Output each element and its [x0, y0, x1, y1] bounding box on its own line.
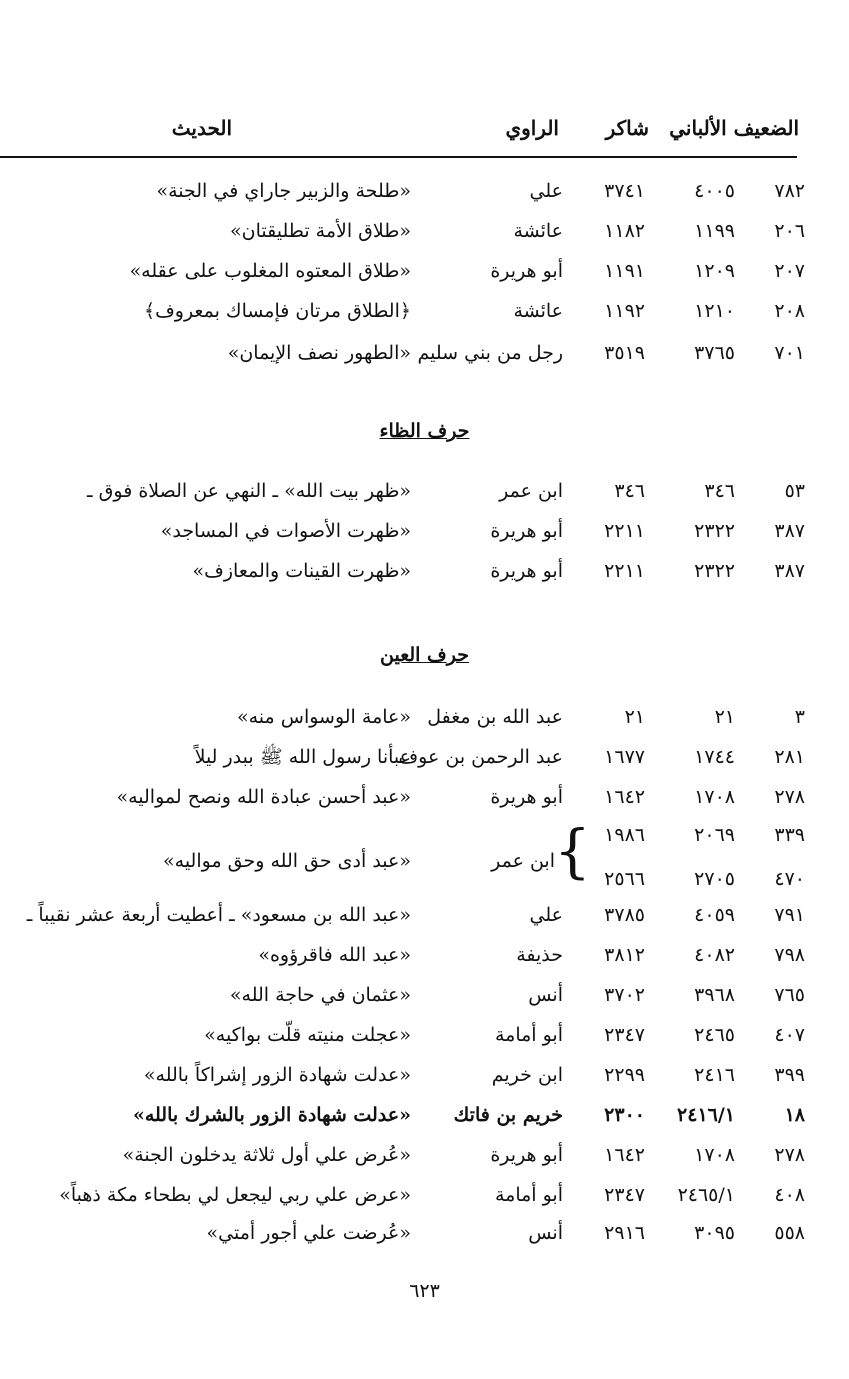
header-hadith: الحديث	[171, 116, 232, 140]
hadith-text: عبأنا رسول الله ﷺ ببدر ليلاً	[194, 746, 411, 768]
hadith-text: «عدلت شهادة الزور بالشرك بالله»	[132, 1104, 411, 1126]
table-row	[0, 176, 849, 206]
shakir-number: ١٩٨٦	[604, 824, 645, 846]
albani-number: ٢٤٦٥	[694, 1024, 735, 1046]
hadith-text: «ظهر بيت الله» ـ النهي عن الصلاة فوق ـ	[87, 480, 411, 502]
shakir-number: ٢٣٤٧	[604, 1184, 645, 1206]
shakir-number: ٢٢١١	[604, 560, 645, 582]
daif-number: ٤٠٨	[774, 1184, 805, 1206]
narrator: عائشة	[513, 300, 563, 322]
table-row	[0, 980, 849, 1010]
daif-number: ٢٠٨	[774, 300, 805, 322]
narrator: أبو هريرة	[490, 520, 563, 542]
albani-number: ٣٤٦	[704, 480, 735, 502]
shakir-number: ٣٤٦	[614, 480, 645, 502]
narrator: أبو أمامة	[494, 1024, 563, 1046]
table-row	[0, 900, 849, 930]
narrator: علي	[529, 180, 563, 202]
hadith-text: «الطهور نصف الإيمان»	[227, 342, 411, 364]
narrator: أنس	[528, 984, 563, 1006]
table-row	[0, 256, 849, 286]
hadith-text: ﴿الطلاق مرتان فإمساك بمعروف﴾	[143, 300, 411, 322]
narrator: حذيفة	[516, 944, 563, 966]
daif-number: ٢٠٦	[774, 220, 805, 242]
albani-number: ٢٠٦٩	[694, 824, 735, 846]
table-row	[0, 1218, 849, 1248]
daif-number: ٢٨١	[774, 746, 805, 768]
albani-number: ٢٣٢٢	[694, 560, 735, 582]
daif-number: ٤٧٠	[774, 868, 805, 890]
albani-number: ١٧٤٤	[694, 746, 735, 768]
header-daif-albani: الضعيف الألباني	[669, 116, 799, 140]
shakir-number: ٢٣٠٠	[604, 1104, 645, 1126]
hadith-text: «عُرض علي أول ثلاثة يدخلون الجنة»	[122, 1144, 411, 1166]
albani-number: ١٢٠٩	[694, 260, 735, 282]
narrator: خريم بن فاتك	[453, 1104, 563, 1126]
daif-number: ٧٩٨	[774, 944, 805, 966]
daif-number: ٣٨٧	[774, 520, 805, 542]
table-row	[0, 296, 849, 326]
shakir-number: ٢٥٦٦	[604, 868, 645, 890]
shakir-number: ٢١	[624, 706, 645, 728]
table-row	[0, 516, 849, 546]
albani-number: ٣٧٦٥	[694, 342, 735, 364]
hadith-text: «عبد الله بن مسعود» ـ أعطيت أربعة عشر نقيباً ـ	[26, 904, 411, 926]
narrator: علي	[529, 904, 563, 926]
header-shakir: شاكر	[605, 116, 649, 140]
daif-number: ٥٣	[784, 480, 805, 502]
table-row	[0, 1140, 849, 1170]
hadith-text: «عجلت منيته قلّت بواكيه»	[204, 1024, 411, 1046]
shakir-number: ٢٢٩٩	[604, 1064, 645, 1086]
narrator: عائشة	[513, 220, 563, 242]
header-rawi: الراوي	[505, 116, 559, 140]
narrator: عبد الرحمن بن عوف	[398, 746, 563, 768]
hadith-text: «عُرضت علي أجور أمتي»	[206, 1222, 411, 1244]
hadith-text: «طلاق المعتوه المغلوب على عقله»	[129, 260, 411, 282]
albani-number: ٤٠٠٥	[694, 180, 735, 202]
daif-number: ٧٠١	[774, 342, 805, 364]
table-row	[0, 338, 849, 368]
shakir-number: ١١٩١	[604, 260, 645, 282]
albani-number: ٢٣٢٢	[694, 520, 735, 542]
header-rule	[0, 156, 797, 158]
daif-number: ٣٣٩	[774, 824, 805, 846]
narrator: أبو هريرة	[490, 1144, 563, 1166]
albani-number: ٢١	[714, 706, 735, 728]
albani-number: ١٧٠٨	[694, 786, 735, 808]
daif-number: ٣٨٧	[774, 560, 805, 582]
narrator: أنس	[528, 1222, 563, 1244]
shakir-number: ١٦٤٢	[604, 1144, 645, 1166]
table-row	[0, 940, 849, 970]
albani-number: ١١٩٩	[694, 220, 735, 242]
narrator: أبو هريرة	[490, 786, 563, 808]
daif-number: ٤٠٧	[774, 1024, 805, 1046]
hadith-text: «ظهرت الأصوات في المساجد»	[160, 520, 411, 542]
narrator: أبو أمامة	[494, 1184, 563, 1206]
daif-number: ٢٠٧	[774, 260, 805, 282]
hadith-text: «عبد أحسن عبادة الله ونصح لمواليه»	[116, 786, 411, 808]
grouping-brace: {	[554, 817, 591, 885]
table-row	[0, 216, 849, 246]
shakir-number: ٣٧٨٥	[604, 904, 645, 926]
daif-number: ٧٦٥	[774, 984, 805, 1006]
narrator: أبو هريرة	[490, 260, 563, 282]
shakir-number: ٢٩١٦	[604, 1222, 645, 1244]
shakir-number: ١٦٧٧	[604, 746, 645, 768]
section-title: حرف العين	[380, 644, 469, 666]
table-row	[0, 742, 849, 772]
shakir-number: ٣٧٤١	[604, 180, 645, 202]
albani-number: ٢٤١٦	[694, 1064, 735, 1086]
shakir-number: ٣٧٠٢	[604, 984, 645, 1006]
albani-number: ٢٤١٦/١	[677, 1104, 735, 1126]
daif-number: ٢٧٨	[774, 1144, 805, 1166]
hadith-text: «عثمان في حاجة الله»	[229, 984, 411, 1006]
albani-number: ٢٤٦٥/١	[677, 1184, 735, 1206]
daif-number: ٥٥٨	[774, 1222, 805, 1244]
hadith-text: «عامة الوسواس منه»	[236, 706, 411, 728]
hadith-text: «عدلت شهادة الزور إشراكاً بالله»	[143, 1064, 411, 1086]
albani-number: ١٢١٠	[694, 300, 735, 322]
table-row	[0, 782, 849, 812]
daif-number: ٣	[794, 706, 805, 728]
hadith-text: «عبد أدى حق الله وحق مواليه»	[163, 850, 411, 872]
shakir-number: ٢٢١١	[604, 520, 645, 542]
merged-entry	[0, 846, 849, 876]
narrator: أبو هريرة	[490, 560, 563, 582]
narrator: عبد الله بن مغفل	[427, 706, 563, 728]
shakir-number: ٢٣٤٧	[604, 1024, 645, 1046]
daif-number: ١٨	[784, 1104, 805, 1126]
hadith-text: «عبد الله فاقرؤوه»	[258, 944, 411, 966]
albani-number: ٤٠٨٢	[694, 944, 735, 966]
narrator: ابن خريم	[491, 1064, 563, 1086]
shakir-number: ١٦٤٢	[604, 786, 645, 808]
hadith-text: «عرض علي ربي ليجعل لي بطحاء مكة ذهباً»	[59, 1184, 411, 1206]
section-title: حرف الظاء	[379, 420, 470, 442]
table-row	[0, 1100, 849, 1130]
narrator: ابن عمر	[499, 480, 563, 502]
daif-number: ٣٩٩	[774, 1064, 805, 1086]
table-row	[0, 1060, 849, 1090]
shakir-number: ٣٥١٩	[604, 342, 645, 364]
albani-number: ٤٠٥٩	[694, 904, 735, 926]
hadith-text: «طلاق الأمة تطليقتان»	[230, 220, 411, 242]
narrator: رجل من بني سليم	[417, 342, 563, 364]
table-row	[0, 1020, 849, 1050]
shakir-number: ١١٩٢	[604, 300, 645, 322]
albani-number: ٣٩٦٨	[694, 984, 735, 1006]
table-row	[0, 702, 849, 732]
page-number: ٦٢٣	[409, 1280, 440, 1302]
table-row	[0, 1180, 849, 1210]
albani-number: ٢٧٠٥	[694, 868, 735, 890]
hadith-text: «ظهرت القينات والمعازف»	[192, 560, 411, 582]
daif-number: ٢٧٨	[774, 786, 805, 808]
table-row	[0, 556, 849, 586]
narrator: ابن عمر	[491, 850, 555, 872]
hadith-text: «طلحة والزبير جاراي في الجنة»	[156, 180, 411, 202]
table-row	[0, 476, 849, 506]
daif-number: ٧٩١	[774, 904, 805, 926]
shakir-number: ٣٨١٢	[604, 944, 645, 966]
shakir-number: ١١٨٢	[604, 220, 645, 242]
albani-number: ١٧٠٨	[694, 1144, 735, 1166]
daif-number: ٧٨٢	[774, 180, 805, 202]
albani-number: ٣٠٩٥	[694, 1222, 735, 1244]
